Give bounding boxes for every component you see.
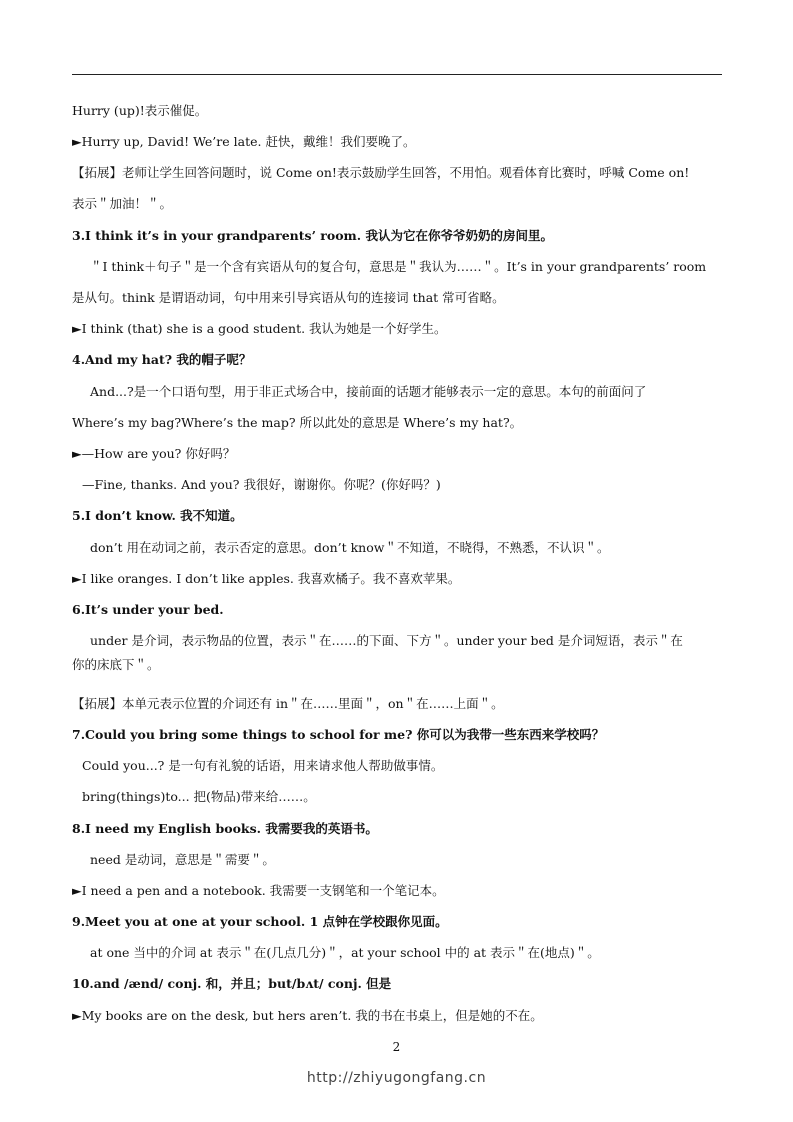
example-line: ►Hurry up, David! We’re late. 赶快，戴维！我们要晚了。 (72, 134, 416, 149)
section-heading: 9.Meet you at one at your school. 1 点钟在学校跟你见面。 (72, 914, 448, 929)
extension-line: 【拓展】本单元表示位置的介词还有 in＂在……里面＂，on＂在……上面＂。 (72, 696, 504, 711)
text-line: ＂I think＋句子＂是一个含有宾语从句的复合句，意思是＂我认为……＂。It’s in your grandparents’ room (90, 259, 707, 274)
page-number: 2 (392, 1040, 401, 1054)
text-line: Where’s my bag?Where’s the map? 所以此处的意思是 Where’s my hat?。 (72, 415, 523, 430)
text-line: bring(things)to... 把(物品)带来给……。 (82, 789, 316, 804)
text-line: 你的床底下＂。 (72, 657, 160, 672)
example-line: ►—How are you? 你好吗？ (72, 446, 236, 461)
example-line: ►I think (that) she is a good student. 我认为她是一个好学生。 (72, 321, 447, 336)
text-line: at one 当中的介词 at 表示＂在(几点几分)＂，at your school 中的 at 表示＂在(地点)＂。 (90, 945, 600, 960)
section-heading: 4.And my hat? 我的帽子呢？ (72, 352, 252, 367)
example-line: ►My books are on the desk, but hers aren’t. 我的书在书桌上，但是她的不在。 (72, 1008, 543, 1023)
example-line: —Fine, thanks. And you? 我很好，谢谢你。你呢？(你好吗？) (82, 477, 441, 492)
text-line: 表示＂加油！＂。 (72, 196, 173, 211)
extension-line: 【拓展】老师让学生回答问题时，说 Come on!表示鼓励学生回答，不用怕。观看体育比赛时，呼喊 Come on! (72, 165, 690, 180)
section-heading: 8.I need my English books. 我需要我的英语书。 (72, 821, 378, 836)
text-line: And...?是一个口语句型，用于非正式场合中，接前面的话题才能够表示一定的意思。本句的前面问了 (90, 384, 647, 399)
example-line: ►I like oranges. I don’t like apples. 我喜欢橘子。我不喜欢苹果。 (72, 571, 461, 586)
section-heading: 10.and /ænd/ conj. 和，并且；but/bʌt/ conj. 但是 (72, 976, 392, 991)
text-line: need 是动词，意思是＂需要＂。 (90, 852, 275, 867)
section-heading: 5.I don’t know. 我不知道。 (72, 508, 243, 523)
footer-url[interactable]: http://zhiyugongfang.cn (306, 1070, 487, 1086)
text-line: 是从句。think 是谓语动词，句中用来引导宾语从句的连接词 that 常可省略。 (72, 290, 505, 305)
section-heading: 3.I think it’s in your grandparents’ room. 我认为它在你爷爷奶奶的房间里。 (72, 228, 553, 243)
section-heading: 7.Could you bring some things to school for me? 你可以为我带一些东西来学校吗？ (72, 727, 605, 742)
example-line: ►I need a pen and a notebook. 我需要一支钢笔和一个笔记本。 (72, 883, 445, 898)
text-line: don’t 用在动词之前，表示否定的意思。don’t know＂不知道，不晓得，不熟悉，不认识＂。 (90, 540, 610, 555)
text-line: Could you...? 是一句有礼貌的话语，用来请求他人帮助做事情。 (82, 758, 444, 773)
text-line: Hurry (up)!表示催促。 (72, 103, 208, 118)
header-rule (72, 74, 722, 75)
section-heading: 6.It’s under your bed. (72, 602, 224, 617)
text-line: under 是介词，表示物品的位置，表示＂在……的下面、下方＂。under your bed 是介词短语，表示＂在 (90, 633, 683, 648)
